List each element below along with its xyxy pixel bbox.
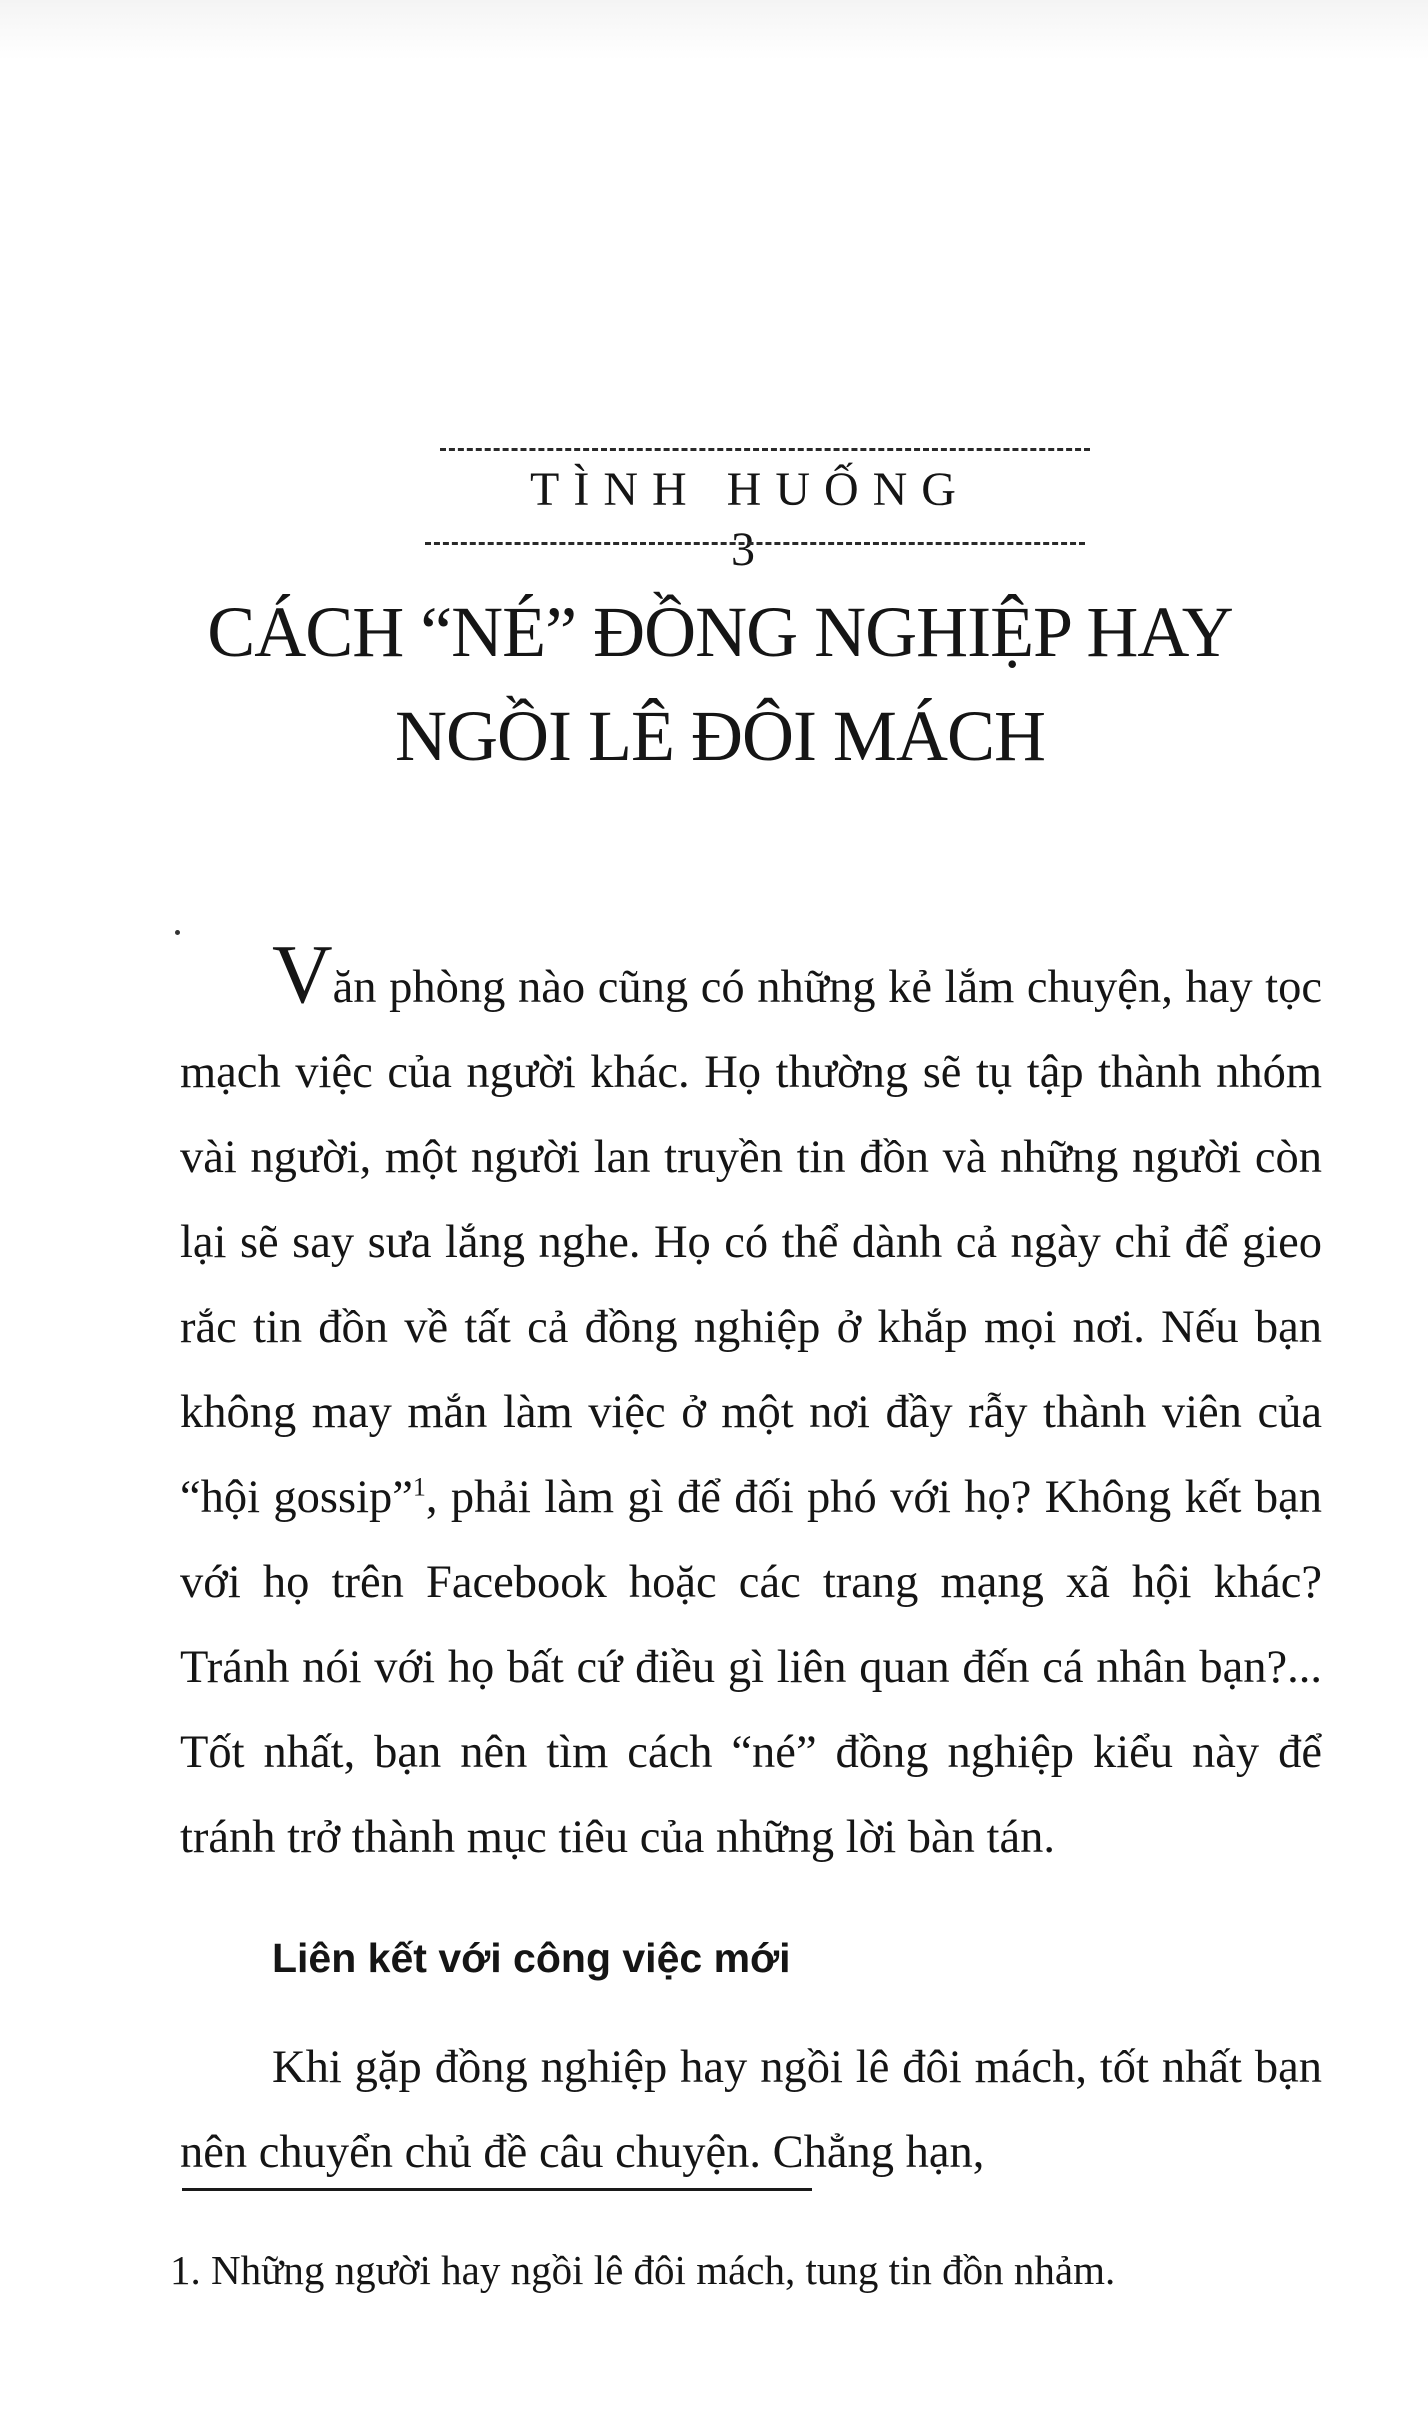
section-subheading: Liên kết với công việc mới — [272, 1935, 791, 1981]
section-rule-top — [440, 448, 1090, 451]
scan-shadow — [0, 0, 1428, 60]
body-paragraph-1 — [180, 928, 1322, 1880]
footnote: 1. Những người hay ngồi lê đôi mách, tung tin đồn nhảm. — [170, 2247, 1116, 2293]
scan-speck — [175, 930, 180, 935]
initial-letter: V — [272, 928, 333, 1021]
footnote-reference[interactable]: 1 — [412, 1472, 426, 1502]
chapter-title: CÁCH “NÉ” ĐỒNG NGHIỆP HAY NGỒI LÊ ĐÔI MÁCH — [207, 592, 1233, 776]
body-paragraph-2: Khi gặp đồng nghiệp hay ngồi lê đôi mách, tốt nhất bạn nên chuyển chủ đề câu chuyện. Chẳng hạn, — [180, 2042, 1322, 2178]
paragraph-1-text-a: ăn phòng nào cũng có những kẻ lắm chuyện, hay tọc mạch việc của người khác. Họ thường sẽ tụ tập thành nhóm vài người, một người lan truyền tin đồn và những người còn lại sẽ say sưa lắng nghe. Họ có thể dành cả ngày chỉ để gieo rắc tin đồn về tất cả đồng nghiệp ở khắp mọi nơi. Nếu bạn không may mắn làm việc ở một nơi đầy rẫy thành viên của “hội gossip” — [180, 962, 1322, 1523]
section-label: TÌNH HUỐNG 3 — [530, 463, 970, 576]
paragraph-1-text-b: , phải làm gì để đối phó với họ? Không kết bạn với họ trên Facebook hoặc các trang mạng xã hội khác? Tránh nói với họ bất cứ điều gì liên quan đến cá nhân bạn?... Tốt nhất, bạn nên tìm cách “né” đồng nghiệp kiểu này để tránh trở thành mục tiêu của những lời bàn tán. — [180, 1472, 1322, 1863]
footnote-divider — [182, 2188, 812, 2191]
section-rule-bottom — [425, 542, 1085, 545]
